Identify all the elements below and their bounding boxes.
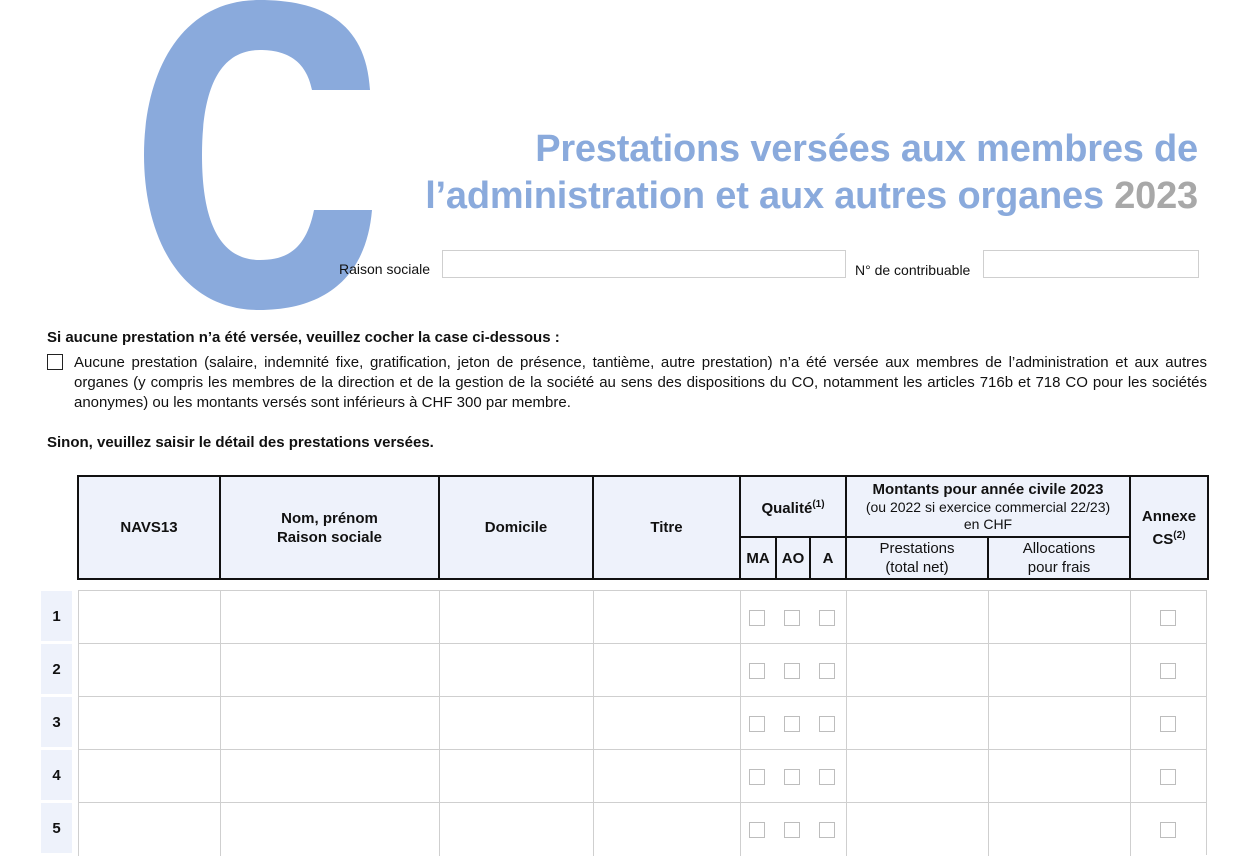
col-annexe: Annexe CS$^{(2)}$ (1130, 476, 1208, 579)
col-ao: AO (776, 537, 810, 579)
table-row (78, 643, 1207, 696)
col-navs: NAVS13 (78, 476, 220, 579)
qualite-cell (740, 591, 846, 644)
titre-input[interactable] (593, 591, 740, 644)
domicile-input[interactable] (439, 750, 593, 803)
prestations-input[interactable] (846, 591, 988, 644)
contribuable-label: N° de contribuable (855, 262, 971, 278)
annexe-cs-checkbox[interactable] (1160, 663, 1176, 679)
nom-input[interactable] (220, 750, 439, 803)
allocations-input[interactable] (988, 591, 1130, 644)
navs-input[interactable] (78, 591, 220, 644)
annexe-cs-checkbox[interactable] (1160, 610, 1176, 626)
contribuable-field[interactable] (983, 250, 1199, 278)
title-line-1: Prestations versées aux membres de (535, 128, 1198, 170)
qualite-cell (740, 697, 846, 750)
col-prestations: Prestations (total net) (846, 537, 988, 579)
col-domicile: Domicile (439, 476, 593, 579)
raison-sociale-field[interactable] (442, 250, 846, 278)
no-payment-instruction: Si aucune prestation n’a été versée, veuillez cocher la case ci-dessous : (47, 329, 560, 346)
raison-sociale-label: Raison sociale (339, 261, 431, 277)
row-number: 1 (41, 591, 72, 641)
row-number: 4 (41, 750, 72, 800)
table-row (78, 749, 1207, 802)
table-row (78, 802, 1207, 855)
annexe-cell (1130, 697, 1207, 750)
col-ma: MA (740, 537, 776, 579)
nom-input[interactable] (220, 644, 439, 697)
navs-input[interactable] (78, 750, 220, 803)
col-titre: Titre (593, 476, 740, 579)
title-line-2: l’administration et aux autres organes 2023 (425, 175, 1198, 217)
nom-input[interactable] (220, 591, 439, 644)
qualite-ma-checkbox[interactable] (749, 610, 765, 626)
annexe-cs-checkbox[interactable] (1160, 769, 1176, 785)
col-allocations: Allocations pour frais (988, 537, 1130, 579)
row-number: 2 (41, 644, 72, 694)
qualite-ma-checkbox[interactable] (749, 716, 765, 732)
col-montants: Montants pour année civile 2023 (ou 2022 si exercice commercial 22/23) en CHF (846, 476, 1130, 537)
form-title (425, 126, 1198, 220)
allocations-input[interactable] (988, 803, 1130, 856)
prestations-input[interactable] (846, 803, 988, 856)
payments-table-header (77, 475, 1209, 580)
table-row (78, 696, 1207, 749)
qualite-ao-checkbox[interactable] (784, 822, 800, 838)
table-row (78, 590, 1207, 643)
domicile-input[interactable] (439, 697, 593, 750)
qualite-ma-checkbox[interactable] (749, 822, 765, 838)
annexe-cell (1130, 803, 1207, 856)
qualite-cell (740, 750, 846, 803)
navs-input[interactable] (78, 697, 220, 750)
titre-input[interactable] (593, 697, 740, 750)
annexe-cell (1130, 644, 1207, 697)
payments-table-body (78, 590, 1207, 855)
titre-input[interactable] (593, 803, 740, 856)
annexe-cell (1130, 591, 1207, 644)
qualite-ma-checkbox[interactable] (749, 663, 765, 679)
allocations-input[interactable] (988, 750, 1130, 803)
qualite-a-checkbox[interactable] (819, 716, 835, 732)
titre-input[interactable] (593, 644, 740, 697)
qualite-ao-checkbox[interactable] (784, 610, 800, 626)
domicile-input[interactable] (439, 803, 593, 856)
no-payment-checkbox[interactable] (47, 354, 63, 370)
qualite-cell (740, 803, 846, 856)
no-payment-text: Aucune prestation (salaire, indemnité fixe, gratification, jeton de présence, tantième, autre prestation) n’a été versée aux membres de l’administration et aux autres organes (y compris les membres de la direction et de la gestion de la société au sens des dispositions du CO, notamment les articles 716b et 718 CO pour les sociétés anonymes) ou les montants versés sont inférieurs à CHF 300 par membre. (74, 354, 1207, 411)
col-nom: Nom, prénom Raison sociale (220, 476, 439, 579)
qualite-a-checkbox[interactable] (819, 663, 835, 679)
prestations-input[interactable] (846, 750, 988, 803)
otherwise-instruction: Sinon, veuillez saisir le détail des prestations versées. (47, 434, 434, 451)
qualite-ao-checkbox[interactable] (784, 663, 800, 679)
qualite-ma-checkbox[interactable] (749, 769, 765, 785)
annexe-cs-checkbox[interactable] (1160, 822, 1176, 838)
qualite-ao-checkbox[interactable] (784, 769, 800, 785)
navs-input[interactable] (78, 803, 220, 856)
col-qualite: Qualité$^{(1)}$ (740, 476, 846, 537)
prestations-input[interactable] (846, 644, 988, 697)
col-a: A (810, 537, 846, 579)
annexe-cs-checkbox[interactable] (1160, 716, 1176, 732)
row-number: 5 (41, 803, 72, 853)
allocations-input[interactable] (988, 697, 1130, 750)
prestations-input[interactable] (846, 697, 988, 750)
qualite-ao-checkbox[interactable] (784, 716, 800, 732)
title-year: 2023 (1114, 175, 1198, 217)
qualite-cell (740, 644, 846, 697)
titre-input[interactable] (593, 750, 740, 803)
nom-input[interactable] (220, 803, 439, 856)
qualite-a-checkbox[interactable] (819, 822, 835, 838)
domicile-input[interactable] (439, 591, 593, 644)
qualite-a-checkbox[interactable] (819, 610, 835, 626)
navs-input[interactable] (78, 644, 220, 697)
row-number: 3 (41, 697, 72, 747)
allocations-input[interactable] (988, 644, 1130, 697)
domicile-input[interactable] (439, 644, 593, 697)
qualite-a-checkbox[interactable] (819, 769, 835, 785)
annexe-cell (1130, 750, 1207, 803)
form-letter-c-logo (74, 0, 374, 310)
nom-input[interactable] (220, 697, 439, 750)
